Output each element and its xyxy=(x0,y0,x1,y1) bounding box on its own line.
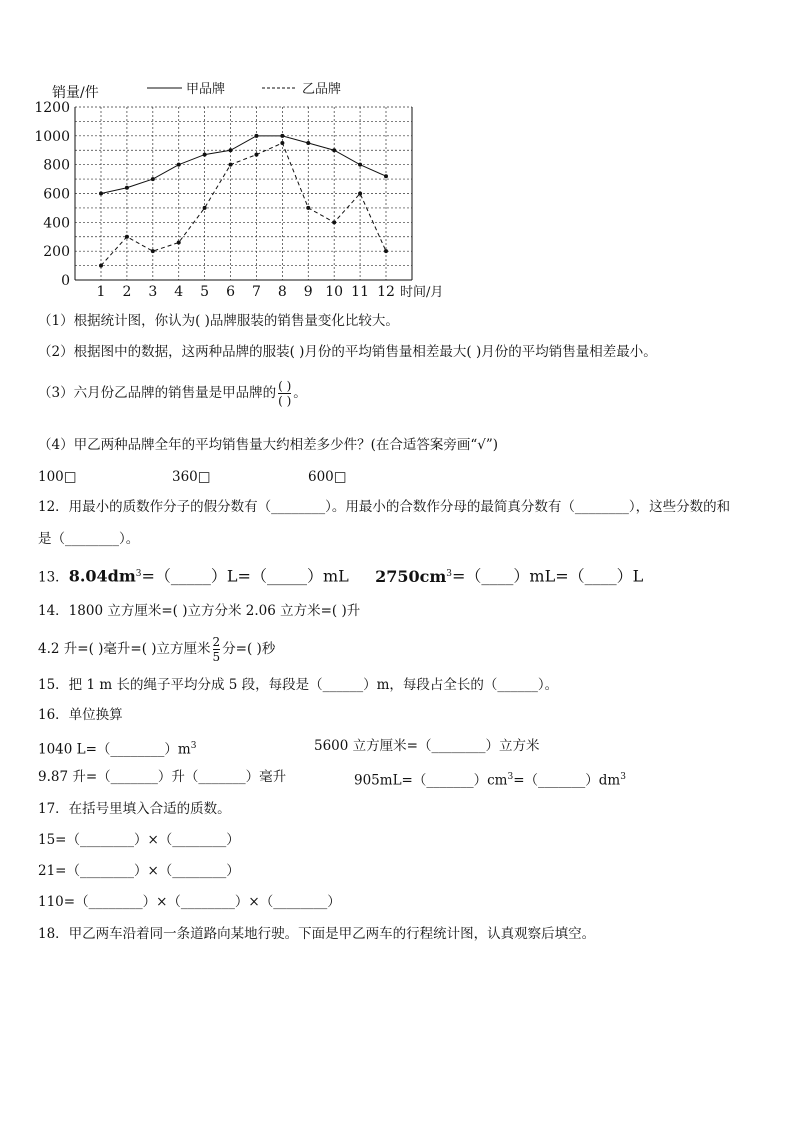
x-tick-label: 3 xyxy=(148,284,158,300)
chart-lines xyxy=(99,134,388,268)
option-100[interactable]: 100□ xyxy=(38,469,77,485)
superscript-3: 3 xyxy=(135,569,142,579)
question-16d-text: 905mL=（_______）cm xyxy=(354,772,508,789)
data-point xyxy=(280,141,284,145)
x-tick-label: 6 xyxy=(226,284,236,300)
question-13-number: 13． xyxy=(38,569,69,586)
y-tick-label: 0 xyxy=(61,273,70,289)
question-15: 15．把 1 m 长的绳子平均分成 5 段，每段是（______）m，每段占全长的（______）。 xyxy=(38,677,559,693)
fraction-denominator: 5 xyxy=(212,650,221,664)
question-4: （4）甲乙两种品牌全年的平均销售量大约相差多少件？(在合适答案旁画“√”) xyxy=(38,437,499,453)
question-12a: 12．用最小的质数作分子的假分数有（________）。用最小的合数作分母的最简真分数有（________），这些分数的和 xyxy=(38,499,731,515)
data-point xyxy=(99,192,103,196)
question-13-volume-2: 2750cm xyxy=(375,566,447,586)
question-18: 18．甲乙两车沿着同一条道路向某地行驶。下面是甲乙两车的行程统计图，认真观察后填空。 xyxy=(38,926,596,942)
superscript-3: 3 xyxy=(620,772,626,782)
data-point xyxy=(254,134,258,138)
question-3-fraction xyxy=(278,380,291,407)
data-point xyxy=(280,134,284,138)
data-point xyxy=(358,163,362,167)
question-17a: 15=（________）×（________） xyxy=(38,832,240,848)
question-17: 17．在括号里填入合适的质数。 xyxy=(38,801,231,817)
legend-label-yi: 乙品牌 xyxy=(302,82,342,97)
question-2: （2）根据图中的数据，这两种品牌的服装( )月份的平均销售量相差最大( )月份的平均销售量相差最小。 xyxy=(38,344,657,360)
x-tick-label: 4 xyxy=(174,284,184,300)
y-tick-label: 200 xyxy=(43,244,70,261)
data-point xyxy=(177,163,181,167)
data-point xyxy=(203,153,207,157)
option-360[interactable]: 360□ xyxy=(172,469,211,485)
data-point xyxy=(306,206,310,210)
question-14b xyxy=(38,636,275,663)
chart-xlabel: 时间/月 xyxy=(400,285,444,300)
question-13 xyxy=(38,565,643,587)
data-point xyxy=(151,177,155,181)
x-tick-label: 12 xyxy=(377,284,395,300)
question-17b: 21=（________）×（________） xyxy=(38,863,240,879)
data-point xyxy=(384,249,388,253)
x-tick-label: 2 xyxy=(122,284,132,300)
question-16b: 5600 立方厘米=（________）立方米 xyxy=(314,738,540,754)
data-point xyxy=(384,174,388,178)
data-point xyxy=(125,186,129,190)
y-tick-label: 1200 xyxy=(34,100,70,116)
y-tick-label: 400 xyxy=(43,215,70,232)
y-tick-label: 800 xyxy=(43,157,70,174)
superscript-3: 3 xyxy=(446,569,452,579)
question-12b: 是（________）。 xyxy=(38,531,140,547)
question-13-blanks-2: =（____）mL=（____）L xyxy=(452,566,644,586)
data-point xyxy=(99,264,103,268)
data-point xyxy=(151,249,155,253)
data-point xyxy=(306,141,310,145)
x-tick-label: 1 xyxy=(96,284,106,300)
y-tick-label: 1000 xyxy=(34,128,70,145)
option-600[interactable]: 600□ xyxy=(308,469,347,485)
data-point xyxy=(358,192,362,196)
data-point xyxy=(254,153,258,157)
x-tick-label: 11 xyxy=(351,284,370,300)
data-point xyxy=(203,206,207,210)
question-13-volume-1: 8.04dm xyxy=(68,566,136,586)
x-tick-label: 10 xyxy=(325,284,344,300)
question-13-blanks-1: =（_____）L=（_____）mL xyxy=(141,566,349,586)
x-tick-label: 8 xyxy=(277,284,287,300)
question-4-options xyxy=(38,468,347,486)
question-14b-fraction xyxy=(213,636,221,663)
x-tick-label: 7 xyxy=(251,284,261,300)
fraction-numerator: 2 xyxy=(212,635,221,649)
chart-ticks xyxy=(34,100,395,300)
question-3-text: （3）六月份乙品牌的销售量是甲品牌的 xyxy=(38,385,277,401)
sales-line-chart xyxy=(0,0,794,305)
data-point xyxy=(332,220,336,224)
data-point xyxy=(229,148,233,152)
question-3-end: 。 xyxy=(293,385,307,401)
question-14b-end: 分=( )秒 xyxy=(222,641,276,657)
question-1: （1）根据统计图，你认为( )品牌服装的销售量变化比较大。 xyxy=(38,313,399,329)
fraction-numerator: ( ) xyxy=(278,379,292,393)
fraction-denominator: ( ) xyxy=(278,394,292,408)
chart-ylabel: 销量/件 xyxy=(52,85,99,101)
question-16c: 9.87 升=（_______）升（_______）毫升 xyxy=(38,769,287,785)
data-point xyxy=(177,241,181,245)
superscript-3: 3 xyxy=(190,741,197,751)
legend-label-jia: 甲品牌 xyxy=(186,82,226,97)
question-14a: 14．1800 立方厘米=( )立方分米 2.06 立方米=( )升 xyxy=(38,603,361,619)
question-14b-text: 4.2 升=( )毫升=( )立方厘米 xyxy=(38,641,211,657)
question-16a-text: 1040 L=（________）m xyxy=(38,741,191,758)
question-16a xyxy=(38,737,196,759)
question-16d-mid: =（_______）dm xyxy=(513,772,621,789)
x-tick-label: 5 xyxy=(200,284,210,300)
data-point xyxy=(332,148,336,152)
question-16: 16．单位换算 xyxy=(38,707,123,723)
question-17c: 110=（________）×（________）×（________） xyxy=(38,894,341,910)
question-16d xyxy=(354,768,626,790)
question-3 xyxy=(38,380,307,407)
data-point xyxy=(229,163,233,167)
superscript-3: 3 xyxy=(507,772,514,782)
y-tick-label: 600 xyxy=(43,186,70,203)
x-tick-label: 9 xyxy=(303,284,313,300)
data-point xyxy=(125,235,129,239)
series-line-2 xyxy=(101,143,386,266)
